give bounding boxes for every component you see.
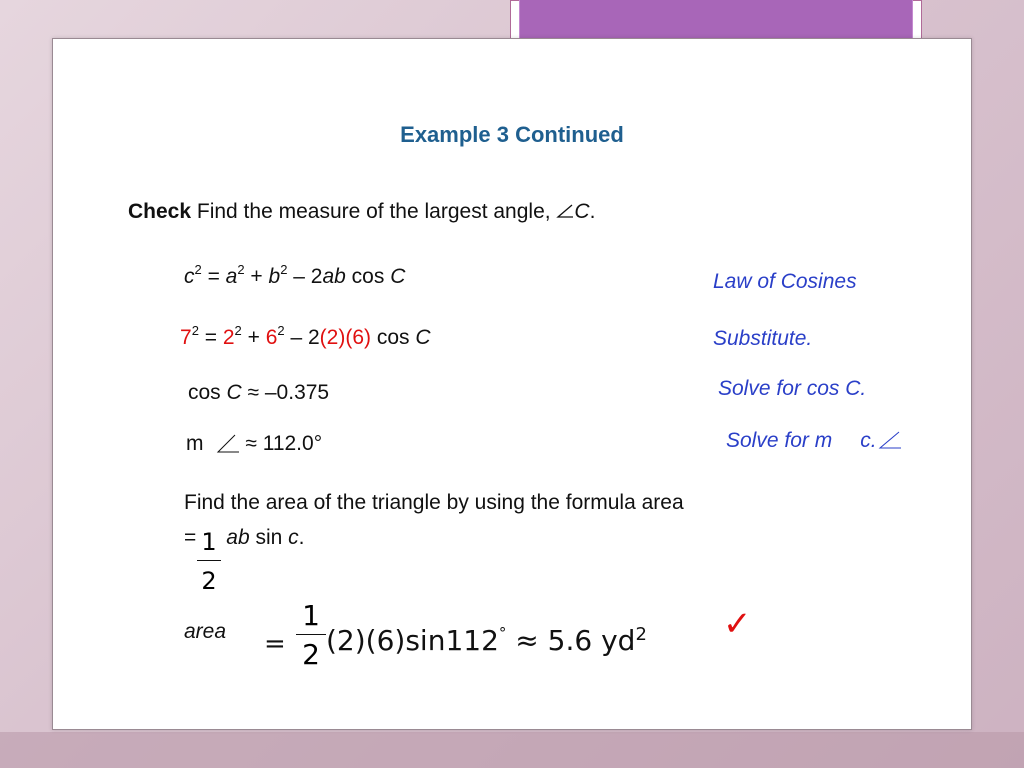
eq2-substituted: (2)(6) [319,326,372,349]
eq1-plus: + [244,265,269,288]
area-label: area [184,620,227,643]
eq3-value: ≈ –0.375 [241,381,330,404]
angle-icon [556,203,574,219]
angle-measure-equation [186,431,322,456]
area-fraction-bar [296,634,326,635]
eq1-angle: C [390,265,406,288]
area-equals: = [264,629,286,659]
eq1-c: c [184,265,195,288]
formula-fraction [197,528,221,595]
angle-icon [877,429,903,451]
law-of-cosines-equation [184,262,406,289]
formula-sin: sin [249,526,289,549]
cos-result-equation [188,381,329,405]
formula-end: . [298,526,305,549]
eq4-m: m [186,432,204,455]
eq2-two: 2 [222,326,235,349]
eq1-exp: 2 [194,262,202,277]
formula-ab: ab [226,526,250,549]
check-line [128,200,595,224]
check-label: Check [128,200,192,223]
eq2-seven: 7 [180,326,192,349]
eq1-a: a [225,265,238,288]
formula-equals: = [184,526,197,549]
area-body: (2)(6)sin112 [326,624,499,657]
eq2-exp: 2 [277,323,285,338]
note-solve-m-c: c. [860,429,877,452]
slide-title: Example 3 Continued [400,122,624,147]
area-fraction-denominator: 2 [302,638,320,671]
note-law-of-cosines: Law of Cosines [713,270,857,293]
area-fraction [296,600,326,671]
eq2-plus: + [241,326,266,349]
check-angle: C [574,200,590,223]
eq2-equals: = [198,326,223,349]
eq2-cos: cos [371,326,416,349]
formula-c: c [288,526,299,549]
note-substitute: Substitute. [713,327,813,350]
fraction-denominator: 2 [201,567,217,595]
eq3-angle: C [226,381,242,404]
eq1-minus: – 2 [287,265,323,288]
check-end: . [589,200,596,223]
eq1-cos: cos [345,265,391,288]
eq3-cos: cos [188,381,227,404]
note-solve-m [726,429,903,453]
eq1-equals: = [201,265,226,288]
fraction-bar [197,560,221,561]
eq4-value: ≈ 112.0° [245,432,323,455]
angle-icon [215,431,241,455]
eq2-exp: 2 [191,323,199,338]
eq1-ab: ab [322,265,346,288]
eq2-angle: C [415,326,431,349]
area-instruction: Find the area of the triangle by using the formula area [184,491,684,514]
check-text: Find the measure of the largest angle, [196,200,557,223]
area-result: ≈ 5.6 yd [515,624,636,657]
eq1-exp: 2 [280,262,288,277]
area-degree: ° [498,624,507,642]
eq2-six: 6 [265,326,278,349]
eq2-minus: – 2 [284,326,320,349]
eq2-exp: 2 [234,323,242,338]
note-solve-m-text: Solve for m [726,429,833,452]
substitution-equation [180,323,431,350]
background-bar [0,732,1024,768]
fraction-numerator: 1 [201,528,217,556]
eq1-exp: 2 [237,262,245,277]
eq1-b: b [268,265,281,288]
note-solve-cos: Solve for cos C. [718,377,867,400]
area-expression [326,624,647,657]
check-mark-icon: ✓ [723,605,752,643]
area-fraction-numerator: 1 [302,599,320,632]
area-exponent: 2 [635,624,647,645]
